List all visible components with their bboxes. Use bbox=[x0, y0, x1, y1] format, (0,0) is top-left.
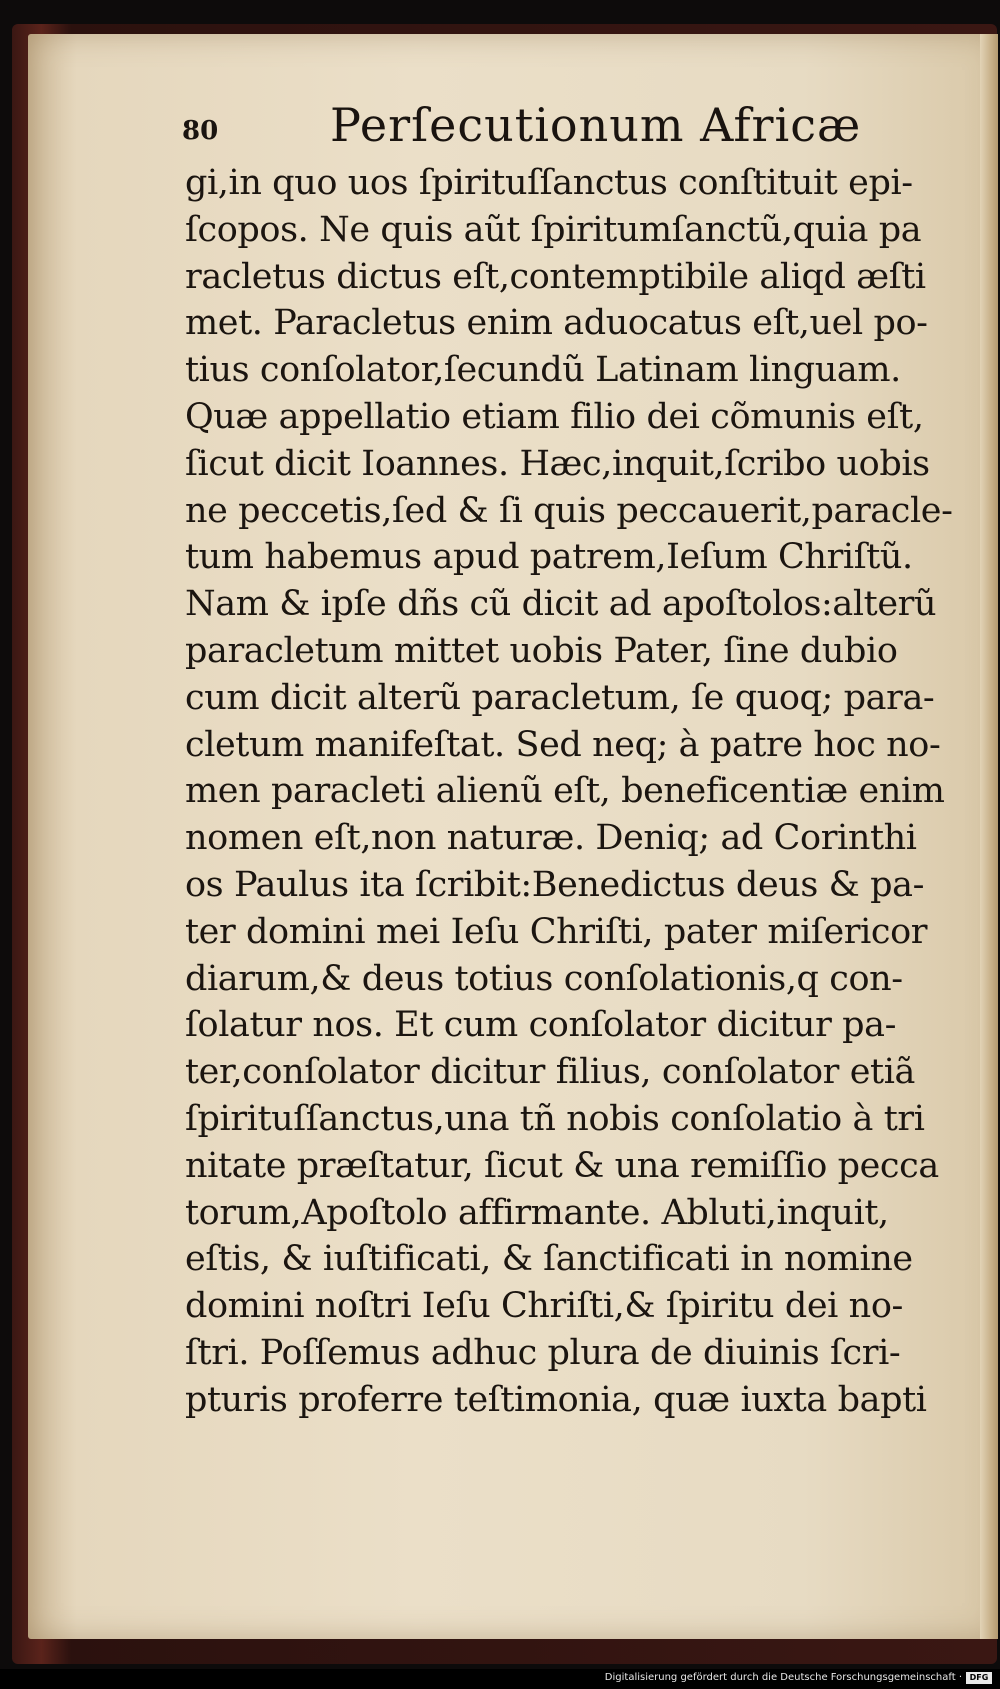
text-line: cum dicit alterũ paracletum, ſe quoq; para- bbox=[185, 677, 935, 718]
text-line: gi,in quo uos ſpirituſſanctus conſtituit epi- bbox=[185, 163, 913, 203]
text-line: ſtri. Poſſemus adhuc plura de diuinis ſcri- bbox=[185, 1332, 901, 1373]
text-line: domini noſtri Ieſu Chriſti,& ſpiritu dei no- bbox=[185, 1286, 903, 1327]
page-edge bbox=[980, 34, 998, 1639]
text-line: cletum manifeſtat. Sed neq; à patre hoc no- bbox=[185, 724, 941, 765]
text-line: tum habemus apud patrem,Ieſum Chriſtũ. bbox=[185, 537, 913, 578]
text-line: ne peccetis,ſed & ſi quis peccauerit,paracle- bbox=[185, 490, 953, 531]
digitization-footer bbox=[0, 1669, 1000, 1689]
text-line: met. Paracletus enim aduocatus eſt,uel po- bbox=[185, 303, 928, 344]
text-line: Quæ appellatio etiam filio dei cõmunis eſt, bbox=[185, 396, 924, 437]
text-line: men paracleti alienũ eſt, beneficentiæ enim bbox=[185, 771, 945, 812]
text-line: pturis proferre teſtimonia, quæ iuxta bapti bbox=[185, 1379, 927, 1420]
text-line: paracletum mittet uobis Pater, ſine dubio bbox=[185, 630, 898, 671]
text-line: diarum,& deus totius conſolationis,q con- bbox=[185, 958, 903, 999]
text-line: ſcopos. Ne quis aũt ſpiritumſanctũ,quia pa bbox=[185, 209, 922, 250]
text-line: tius conſolator,ſecundũ Latinam linguam. bbox=[185, 350, 901, 391]
text-line: racletus dictus eſt,contemptibile aliqd æſti bbox=[185, 256, 926, 297]
running-title: Perſecutionum Africæ bbox=[330, 98, 862, 152]
text-line: nomen eſt,non naturæ. Deniq; ad Corinthi bbox=[185, 818, 917, 859]
dfg-logo-icon: DFG bbox=[966, 1672, 992, 1684]
body-text bbox=[185, 160, 953, 1424]
page-number: 80 bbox=[182, 116, 219, 146]
text-line: nitate præſtatur, ſicut & una remiſſio pecca bbox=[185, 1145, 939, 1186]
text-line: Nam & ipſe dñs cũ dicit ad apoſtolos:alterũ bbox=[185, 584, 937, 625]
text-line: os Paulus ita ſcribit:Benedictus deus & pa- bbox=[185, 864, 925, 905]
text-line: ter,conſolator dicitur filius, conſolator etiã bbox=[185, 1052, 915, 1093]
text-line: ſpirituſſanctus,una tñ nobis conſolatio à tri bbox=[185, 1098, 925, 1139]
text-line: ſicut dicit Ioannes. Hæc,inquit,ſcribo uobis bbox=[185, 443, 930, 484]
funding-credit: Digitalisierung gefördert durch die Deutsche Forschungsgemeinschaft · bbox=[604, 1672, 962, 1683]
text-line: ter domini mei Ieſu Chriſti, pater miſericor bbox=[185, 911, 928, 952]
text-line: eſtis, & iuſtificati, & ſanctificati in nomine bbox=[185, 1239, 913, 1280]
text-line: torum,Apoſtolo affirmante. Abluti,inquit, bbox=[185, 1192, 889, 1233]
text-line: ſolatur nos. Et cum conſolator dicitur pa- bbox=[185, 1005, 897, 1046]
page-header bbox=[152, 98, 922, 158]
